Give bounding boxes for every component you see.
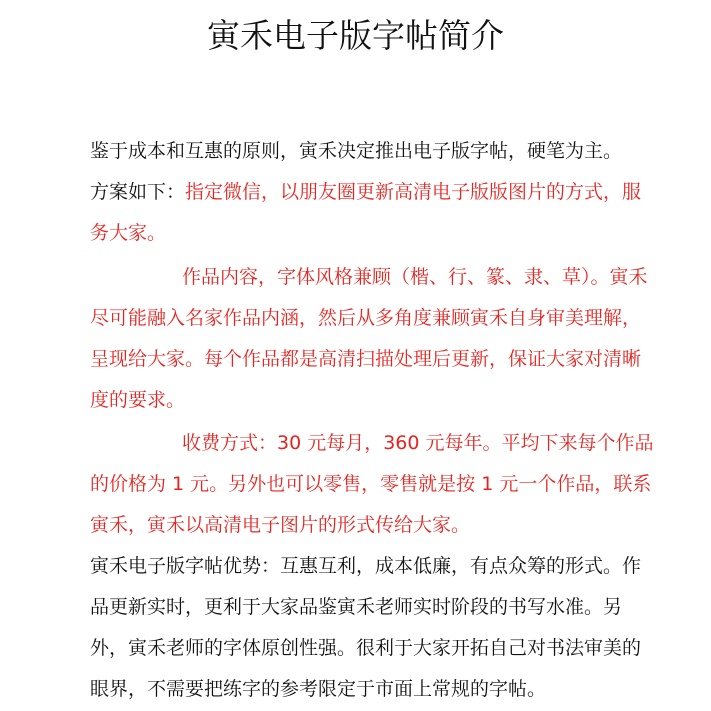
page-title: 寅禾电子版字帖简介 (207, 16, 504, 55)
advantage-line-1: 寅禾电子版字帖优势：互惠互利，成本低廉，有点众筹的形式。作 (90, 555, 642, 577)
fee-line-3: 寅禾，寅禾以高清电子图片的形式传给大家。 (90, 514, 471, 536)
fee-line-2: 的价格为 1 元。另外也可以零售，零售就是按 1 元一个作品，联系 (90, 473, 652, 495)
plan-line-2: 务大家。 (90, 222, 167, 244)
works-line-1: 作品内容，字体风格兼顾（楷、行、篆、隶、草）。寅禾 (182, 266, 648, 288)
works-line-2: 尽可能融入名家作品内涵，然后从多角度兼顾寅禾自身审美理解， (90, 307, 642, 329)
fee-line-1: 收费方式：30 元每月，360 元每年。平均下来每个作品 (182, 432, 654, 454)
advantage-line-2: 品更新实时，更利于大家品鉴寅禾老师实时阶段的书写水准。另 (90, 596, 623, 618)
advantage-line-3: 外，寅禾老师的字体原创性强。很利于大家开拓自己对书法审美的 (90, 637, 642, 659)
works-line-3: 呈现给大家。每个作品都是高清扫描处理后更新，保证大家对清晰 (90, 348, 642, 370)
plan-line-1 (90, 179, 641, 205)
works-line-4: 度的要求。 (90, 389, 186, 411)
advantage-line-4: 眼界，不需要把练字的参考限定于市面上常规的字帖。 (90, 678, 547, 700)
plan-text-1: 指定微信，以朋友圈更新高清电子版版图片的方式，服 (185, 181, 642, 203)
intro-line: 鉴于成本和互惠的原则，寅禾决定推出电子版字帖，硬笔为主。 (90, 140, 623, 162)
plan-label: 方案如下： (90, 181, 186, 203)
